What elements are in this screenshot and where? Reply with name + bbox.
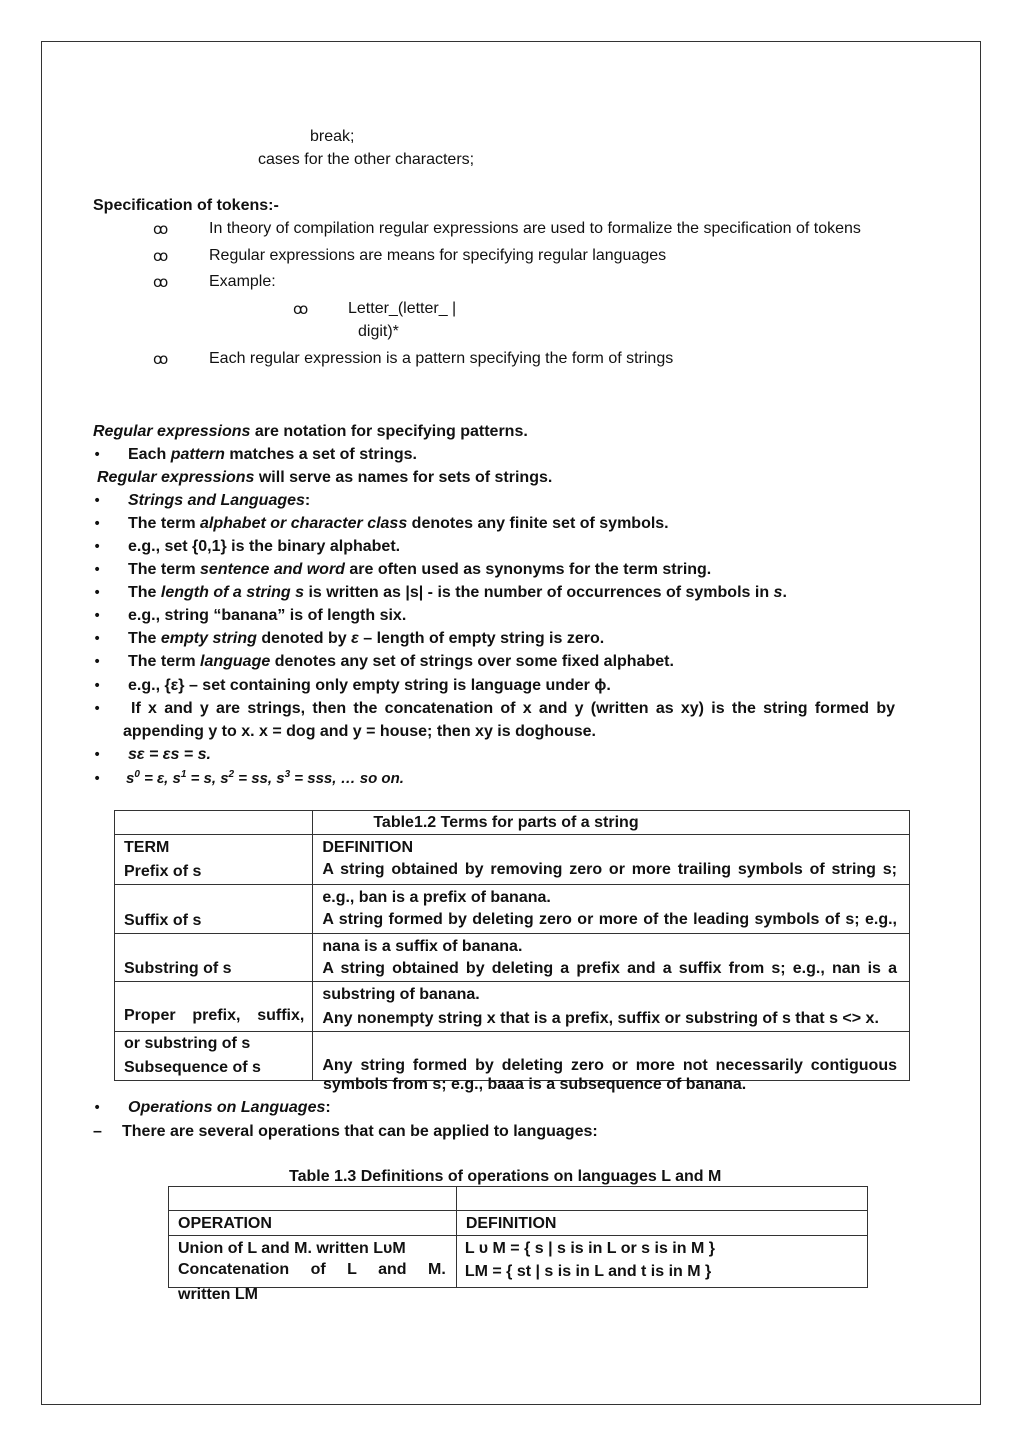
- bullet-text: Operations on Languages:: [128, 1099, 331, 1116]
- bullet-dot: •: [93, 747, 102, 763]
- bullet-text: Example:: [209, 273, 276, 290]
- bullet-text: The length of a string s is written as |s| - is the number of occurrences of symbols in s.: [128, 584, 787, 601]
- bullet-dot: •: [93, 631, 102, 647]
- bullet-dot: •: [93, 678, 102, 694]
- bullet-text: In theory of compilation regular expressions are used to formalize the specification of tokens: [209, 220, 861, 237]
- bullet-dot: •: [93, 1100, 102, 1116]
- table-cell: [115, 934, 313, 982]
- definition-cell: LM = { st | s is in L and t is in M }: [464, 1263, 712, 1280]
- definition-cell: Any string formed by deleting zero or more not necessarily contiguous: [322, 1057, 897, 1074]
- definition-cell: nana is a suffix of banana.: [322, 938, 523, 955]
- bullet-text: Regular expressions are means for specifying regular languages: [209, 247, 667, 264]
- code-line: cases for the other characters;: [258, 151, 475, 168]
- bullet-dot: •: [93, 562, 102, 578]
- term-cell: Substring of s: [124, 960, 232, 977]
- loop-bullet-icon: ꝏ: [153, 350, 169, 368]
- table-cell: [115, 982, 313, 1032]
- table-cell: [169, 1236, 457, 1288]
- dash-marker: –: [93, 1123, 102, 1140]
- bullet-text: Each pattern matches a set of strings.: [128, 446, 417, 463]
- definition-cell: A string formed by deleting zero or more of the leading symbols of s; e.g.,: [322, 911, 897, 928]
- loop-bullet-icon: ꝏ: [153, 247, 169, 265]
- paragraph: Regular expressions will serve as names for sets of strings.: [97, 469, 553, 486]
- term-cell: or substring of s: [124, 1035, 251, 1052]
- definition-cell: substring of banana.: [322, 986, 480, 1003]
- table-header: DEFINITION: [322, 839, 414, 856]
- bullet-dot: •: [93, 654, 102, 670]
- bullet-dot: •: [93, 493, 102, 509]
- operations-table: [168, 1186, 868, 1288]
- bullet-text: The term sentence and word are often used as synonyms for the term string.: [128, 561, 712, 578]
- definition-cell: A string obtained by deleting a prefix and a suffix from s; e.g., nan is a: [322, 960, 897, 977]
- table-cell: [115, 885, 313, 934]
- code-line: break;: [310, 128, 355, 145]
- section-heading: Specification of tokens:-: [93, 197, 279, 214]
- bullet-dot: •: [93, 585, 102, 601]
- superscript: 1: [180, 769, 187, 780]
- bullet-text: The term alphabet or character class denotes any finite set of symbols.: [128, 515, 669, 532]
- term-cell: Suffix of s: [124, 912, 202, 929]
- table-header: TERM: [124, 839, 170, 856]
- table-caption: Table1.2 Terms for parts of a string: [373, 814, 639, 831]
- superscript: 2: [228, 769, 235, 780]
- table-cell: [115, 811, 313, 835]
- loop-bullet-icon: ꝏ: [153, 273, 169, 291]
- bullet-text: The empty string denoted by ε – length of empty string is zero.: [128, 630, 605, 647]
- bullet-dot: •: [93, 701, 102, 717]
- example-text: Letter_(letter_ |: [348, 300, 457, 317]
- dash-text: There are several operations that can be applied to languages:: [122, 1123, 598, 1140]
- definition-overflow: symbols from s; e.g., baaa is a subsequence of banana.: [323, 1076, 747, 1093]
- operation-overflow: written LM: [178, 1286, 258, 1303]
- table-cell: [115, 835, 313, 885]
- bullet-text: Strings and Languages:: [128, 492, 311, 509]
- definition-cell: e.g., ban is a prefix of banana.: [322, 889, 551, 906]
- table-cell: [456, 1211, 867, 1236]
- table-cell: [313, 811, 910, 835]
- bullet-text: sε = εs = s.: [128, 746, 211, 763]
- table-cell: [313, 835, 910, 885]
- bullet-dot: •: [93, 771, 102, 787]
- bullet-text: e.g., {ε} – set containing only empty string is language under ϕ.: [128, 677, 611, 694]
- bullet-dot: •: [93, 447, 102, 463]
- paragraph: Regular expressions are notation for specifying patterns.: [93, 423, 528, 440]
- bullet-text: The term language denotes any set of strings over some fixed alphabet.: [128, 653, 674, 670]
- table-header: OPERATION: [178, 1215, 272, 1232]
- table-cell: [456, 1236, 867, 1288]
- definition-cell: L ᴜ M = { s | s is in L or s is in M }: [464, 1240, 715, 1257]
- term-cell: Prefix of s: [124, 863, 202, 880]
- bullet-text: e.g., string “banana” is of length six.: [128, 607, 407, 624]
- bullet-text: e.g., set {0,1} is the binary alphabet.: [128, 538, 401, 555]
- bullet-dot: •: [93, 608, 102, 624]
- table-header: DEFINITION: [465, 1215, 557, 1232]
- superscript: 0: [134, 769, 140, 780]
- loop-bullet-icon: ꝏ: [153, 220, 169, 238]
- table-cell: [313, 1032, 910, 1081]
- superscript: 3: [284, 769, 291, 780]
- table-cell: [313, 934, 910, 982]
- definition-cell: A string obtained by removing zero or more trailing symbols of string s;: [322, 861, 897, 878]
- table-cell: [169, 1211, 457, 1236]
- bullet-dot: •: [93, 516, 102, 532]
- table-cell: [313, 982, 910, 1032]
- bullet-text: $s^0 = \varepsilon$, $s^1 = s$, $s^2$ = ss, $s^3$ = sss, … so on.: [126, 769, 404, 787]
- example-text: digit)*: [358, 323, 399, 340]
- term-cell: Subsequence of s: [124, 1059, 261, 1076]
- table-cell: [313, 885, 910, 934]
- bullet-text-continued: appending y to x. x = dog and y = house; then xy is doghouse.: [123, 723, 596, 740]
- table-cell: [456, 1187, 867, 1211]
- terms-table: [114, 810, 910, 1081]
- operation-cell: Concatenation of L and M.: [178, 1261, 446, 1278]
- operation-cell: Union of L and M. written LᴜM: [178, 1240, 406, 1257]
- table-cell: [169, 1187, 457, 1211]
- table-cell: [115, 1032, 313, 1081]
- term-cell: Proper prefix, suffix,: [124, 1007, 305, 1024]
- definition-cell: Any nonempty string x that is a prefix, suffix or substring of s that s <> x.: [322, 1010, 879, 1027]
- bullet-text: Each regular expression is a pattern specifying the form of strings: [209, 350, 674, 367]
- loop-bullet-icon: ꝏ: [293, 300, 309, 318]
- bullet-dot: •: [93, 539, 102, 555]
- table-caption: Table 1.3 Definitions of operations on languages L and M: [289, 1168, 722, 1185]
- bullet-text: If x and y are strings, then the concatenation of x and y (written as xy) is the string formed by: [131, 700, 895, 717]
